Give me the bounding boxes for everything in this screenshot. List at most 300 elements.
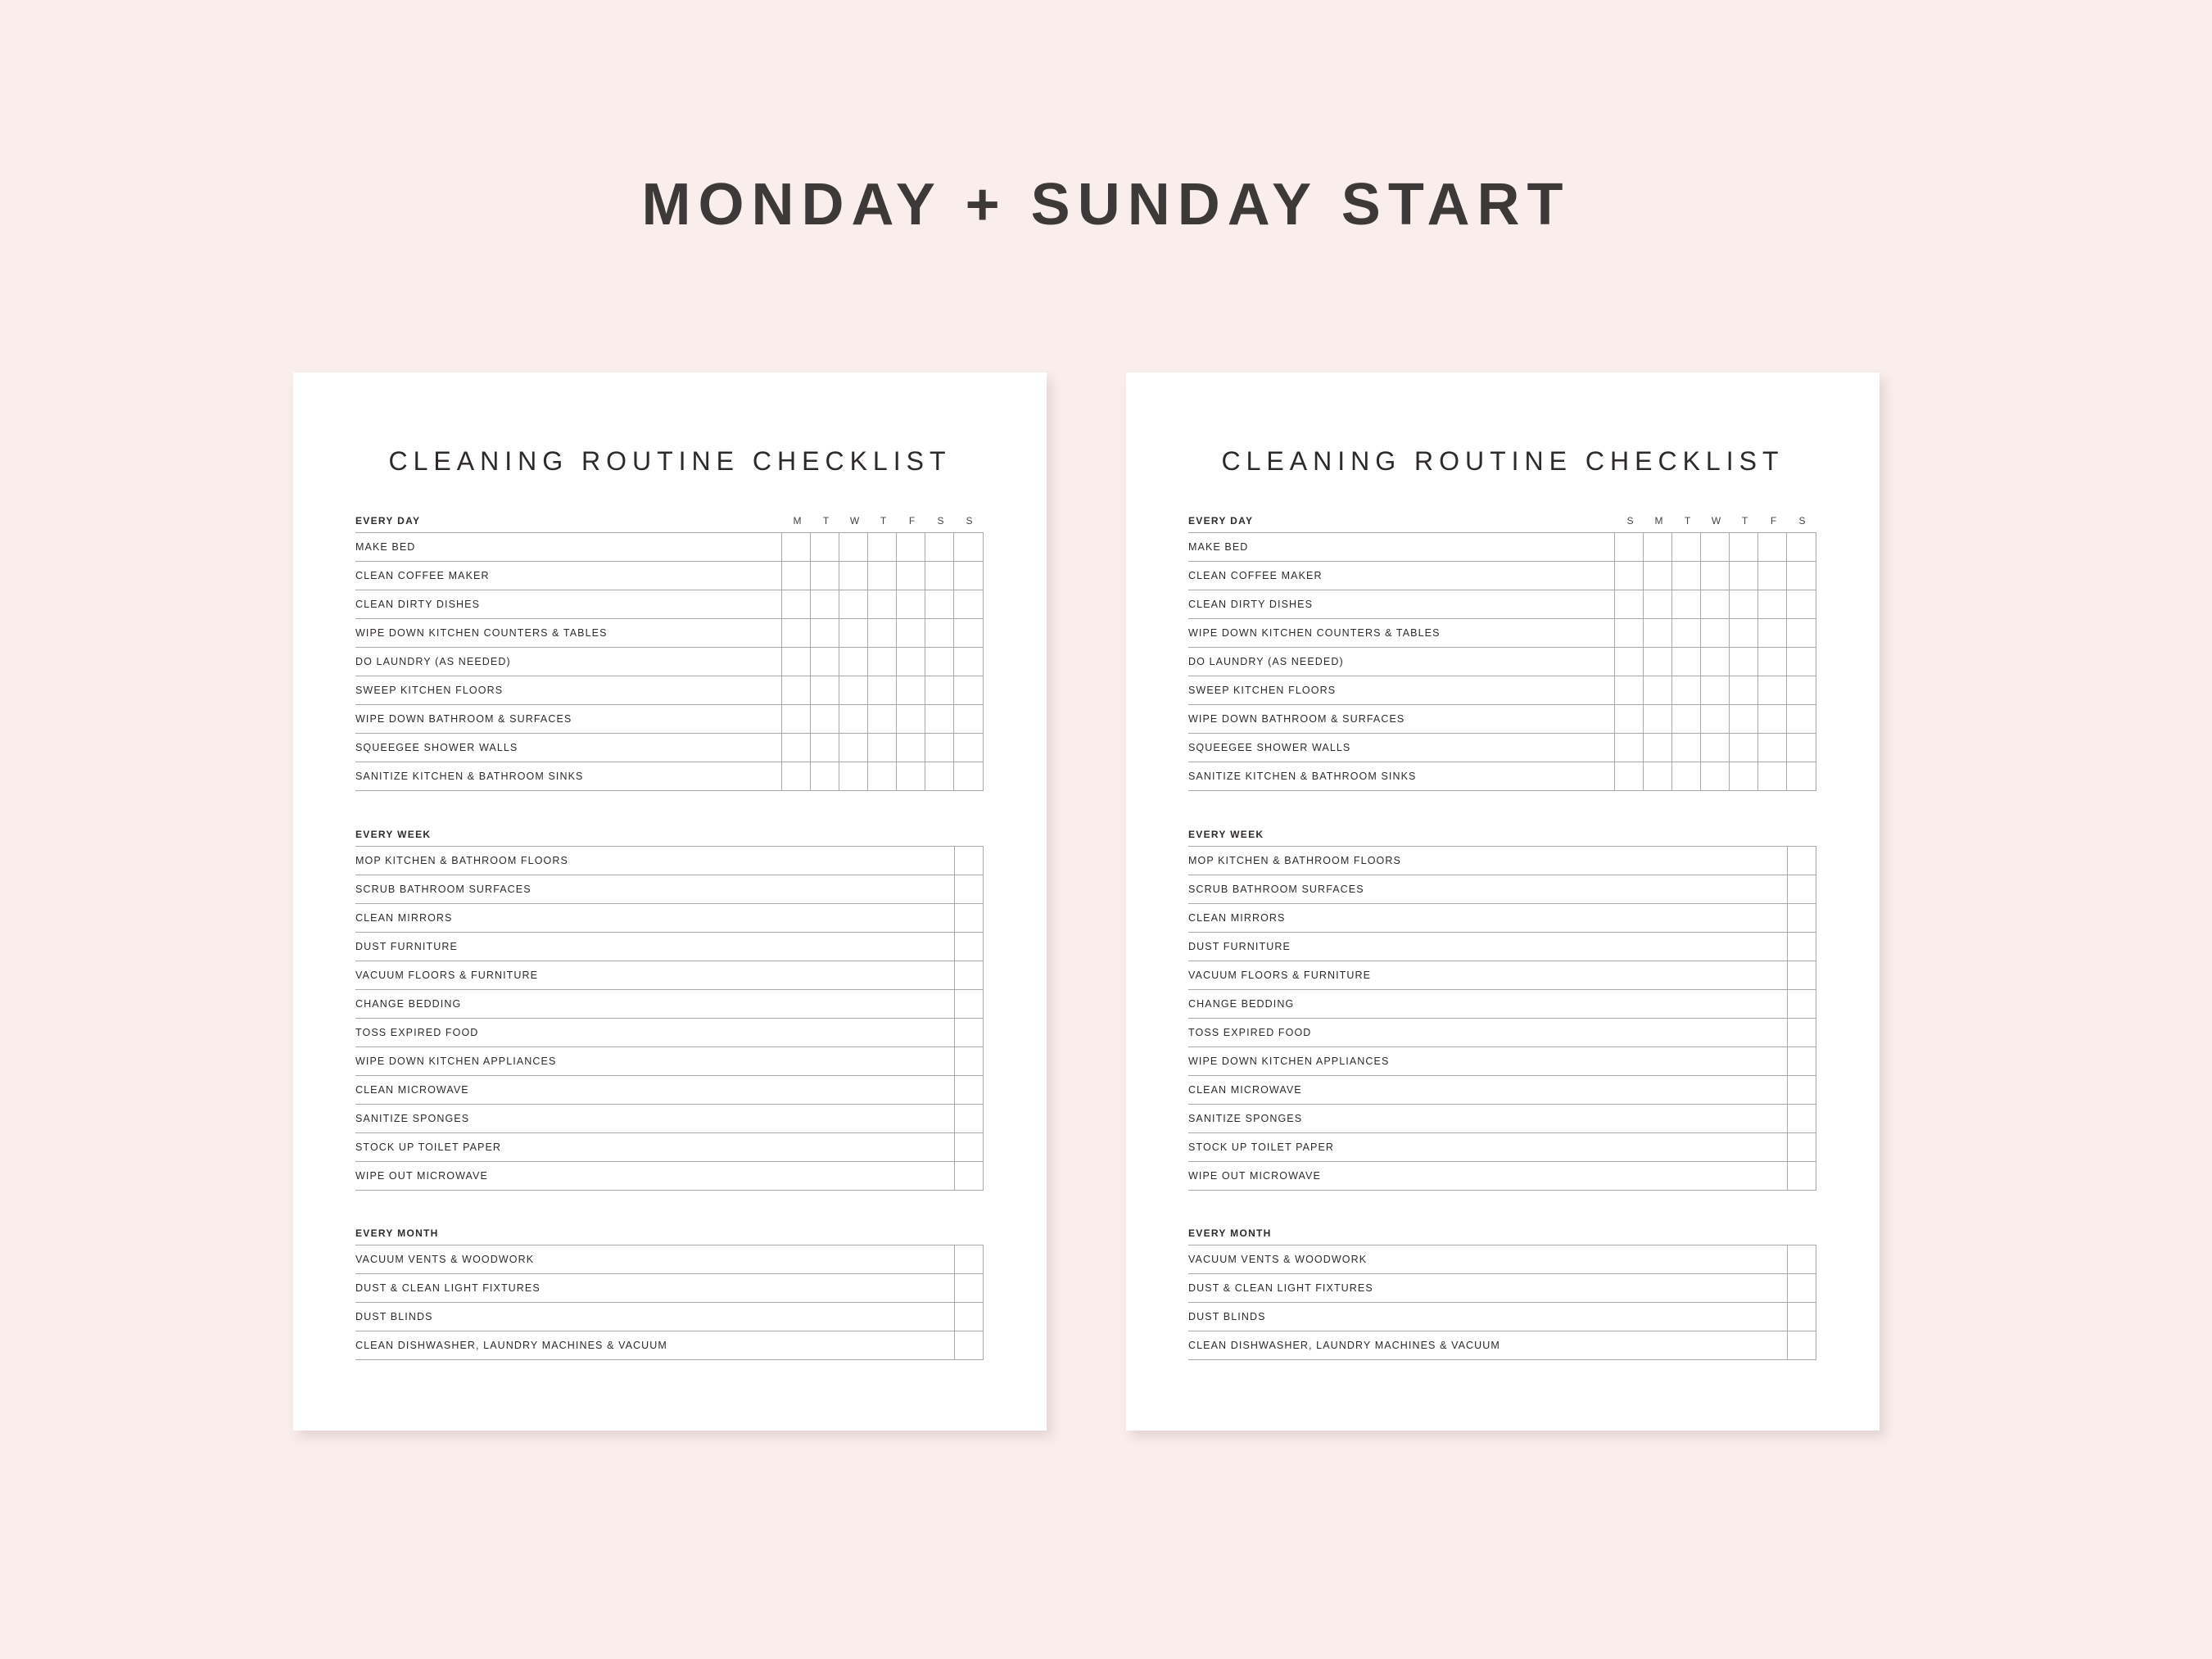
checkbox-group bbox=[954, 1047, 984, 1075]
weekday-label: S bbox=[1798, 515, 1806, 527]
section-label: EVERY DAY bbox=[1188, 515, 1254, 527]
checkbox[interactable] bbox=[1787, 590, 1816, 618]
checkbox-group bbox=[1614, 762, 1816, 790]
checklist-row bbox=[1188, 648, 1816, 676]
checkbox[interactable] bbox=[955, 1303, 983, 1331]
task-label: CLEAN MIRRORS bbox=[355, 912, 453, 924]
checkbox[interactable] bbox=[782, 533, 811, 561]
checkbox[interactable] bbox=[1788, 990, 1816, 1018]
checkbox[interactable] bbox=[1615, 533, 1644, 561]
checkbox[interactable] bbox=[954, 562, 983, 590]
checklist-row bbox=[1188, 904, 1816, 933]
checkbox[interactable] bbox=[1758, 734, 1787, 762]
checkbox[interactable] bbox=[1788, 933, 1816, 961]
checkbox[interactable] bbox=[868, 762, 897, 790]
checkbox[interactable] bbox=[1730, 533, 1758, 561]
checkbox[interactable] bbox=[1730, 619, 1758, 647]
checkbox[interactable] bbox=[897, 648, 925, 676]
section-header bbox=[1188, 1220, 1816, 1245]
checkbox[interactable] bbox=[955, 1019, 983, 1046]
checkbox[interactable] bbox=[954, 533, 983, 561]
task-label: WIPE DOWN BATHROOM & SURFACES bbox=[355, 713, 572, 725]
task-label: VACUUM VENTS & WOODWORK bbox=[355, 1254, 535, 1265]
checkbox[interactable] bbox=[1701, 676, 1730, 704]
checkbox[interactable] bbox=[897, 762, 925, 790]
checkbox[interactable] bbox=[1615, 590, 1644, 618]
checkbox[interactable] bbox=[839, 590, 868, 618]
checkbox[interactable] bbox=[1644, 533, 1672, 561]
checkbox-group bbox=[781, 590, 984, 618]
checkbox[interactable] bbox=[954, 762, 983, 790]
checkbox-group bbox=[954, 847, 984, 875]
task-label: MAKE BED bbox=[1188, 541, 1249, 553]
task-label: MAKE BED bbox=[355, 541, 416, 553]
task-label: SWEEP KITCHEN FLOORS bbox=[1188, 685, 1337, 696]
checklist-row bbox=[355, 933, 984, 961]
checkbox[interactable] bbox=[811, 676, 839, 704]
daily-task-list bbox=[355, 532, 984, 791]
checkbox[interactable] bbox=[1672, 676, 1701, 704]
checkbox[interactable] bbox=[1644, 762, 1672, 790]
weekday-label: W bbox=[849, 515, 860, 527]
checkbox[interactable] bbox=[1788, 1076, 1816, 1104]
task-label: MOP KITCHEN & BATHROOM FLOORS bbox=[355, 855, 568, 866]
checkbox[interactable] bbox=[1787, 562, 1816, 590]
section-label: EVERY WEEK bbox=[1188, 829, 1264, 840]
checkbox[interactable] bbox=[811, 590, 839, 618]
section-header bbox=[355, 508, 984, 532]
task-label: SANITIZE KITCHEN & BATHROOM SINKS bbox=[355, 771, 584, 782]
checkbox[interactable] bbox=[1644, 590, 1672, 618]
checklist-row bbox=[355, 1105, 984, 1133]
checklist-row bbox=[1188, 734, 1816, 762]
checkbox[interactable] bbox=[897, 562, 925, 590]
checkbox[interactable] bbox=[1787, 619, 1816, 647]
checkbox[interactable] bbox=[925, 648, 954, 676]
weekday-label: F bbox=[908, 515, 916, 527]
checkbox[interactable] bbox=[955, 1047, 983, 1075]
task-label: VACUUM FLOORS & FURNITURE bbox=[1188, 970, 1372, 981]
weekday-label: W bbox=[1711, 515, 1721, 527]
weekday-label: S bbox=[937, 515, 944, 527]
sheet-title: CLEANING ROUTINE CHECKLIST bbox=[388, 446, 952, 476]
checkbox[interactable] bbox=[1672, 734, 1701, 762]
checklist-row bbox=[355, 875, 984, 904]
checkbox[interactable] bbox=[925, 590, 954, 618]
checkbox[interactable] bbox=[1788, 1162, 1816, 1190]
checkbox[interactable] bbox=[782, 705, 811, 733]
checkbox[interactable] bbox=[897, 705, 925, 733]
checkbox[interactable] bbox=[839, 533, 868, 561]
task-label: SQUEEGEE SHOWER WALLS bbox=[355, 742, 518, 753]
checkbox[interactable] bbox=[954, 619, 983, 647]
checkbox[interactable] bbox=[955, 1245, 983, 1273]
checkbox[interactable] bbox=[1701, 533, 1730, 561]
checklist-row bbox=[1188, 1133, 1816, 1162]
task-label: SCRUB BATHROOM SURFACES bbox=[1188, 884, 1364, 895]
checklist-row bbox=[1188, 990, 1816, 1019]
task-label: WIPE OUT MICROWAVE bbox=[355, 1170, 488, 1182]
task-label: MOP KITCHEN & BATHROOM FLOORS bbox=[1188, 855, 1401, 866]
checkbox-group bbox=[1614, 705, 1816, 733]
checkbox[interactable] bbox=[1701, 734, 1730, 762]
checklist-row bbox=[1188, 1162, 1816, 1191]
checkbox[interactable] bbox=[1730, 590, 1758, 618]
checkbox[interactable] bbox=[1787, 533, 1816, 561]
checkbox[interactable] bbox=[1730, 734, 1758, 762]
checkbox[interactable] bbox=[955, 1162, 983, 1190]
task-label: SCRUB BATHROOM SURFACES bbox=[355, 884, 532, 895]
checkbox[interactable] bbox=[1701, 562, 1730, 590]
checkbox-group bbox=[954, 1274, 984, 1302]
checkbox-group bbox=[1787, 847, 1816, 875]
checkbox[interactable] bbox=[839, 619, 868, 647]
task-label: DUST & CLEAN LIGHT FIXTURES bbox=[1188, 1282, 1373, 1294]
task-label: DO LAUNDRY (AS NEEDED) bbox=[1188, 656, 1344, 667]
checkbox-group bbox=[1787, 961, 1816, 989]
checkbox-group bbox=[1787, 1331, 1816, 1359]
checkbox[interactable] bbox=[925, 762, 954, 790]
checklist-row bbox=[1188, 847, 1816, 875]
checklist-row bbox=[355, 762, 984, 791]
checkbox[interactable] bbox=[1788, 961, 1816, 989]
monthly-task-list bbox=[355, 1245, 984, 1360]
checkbox[interactable] bbox=[897, 619, 925, 647]
checkbox[interactable] bbox=[955, 990, 983, 1018]
checkbox[interactable] bbox=[954, 676, 983, 704]
checkbox[interactable] bbox=[811, 762, 839, 790]
checklist-row bbox=[1188, 762, 1816, 791]
checklist-row bbox=[355, 676, 984, 705]
checkbox[interactable] bbox=[1730, 762, 1758, 790]
checkbox[interactable] bbox=[782, 734, 811, 762]
checklist-row bbox=[355, 1076, 984, 1105]
checkbox[interactable] bbox=[1701, 590, 1730, 618]
checkbox[interactable] bbox=[1615, 762, 1644, 790]
checkbox[interactable] bbox=[1788, 904, 1816, 932]
checkbox[interactable] bbox=[1788, 1303, 1816, 1331]
checkbox[interactable] bbox=[839, 562, 868, 590]
task-label: CLEAN MIRRORS bbox=[1188, 912, 1286, 924]
checkbox[interactable] bbox=[1615, 676, 1644, 704]
task-label: VACUUM FLOORS & FURNITURE bbox=[355, 970, 539, 981]
checklist-row bbox=[1188, 533, 1816, 562]
checkbox[interactable] bbox=[1644, 676, 1672, 704]
checkbox[interactable] bbox=[925, 705, 954, 733]
checkbox-group bbox=[781, 705, 984, 733]
task-label: DUST BLINDS bbox=[1188, 1311, 1266, 1322]
checkbox-group bbox=[1787, 990, 1816, 1018]
checkbox[interactable] bbox=[1672, 590, 1701, 618]
checkbox[interactable] bbox=[954, 590, 983, 618]
section-header bbox=[1188, 821, 1816, 846]
checkbox[interactable] bbox=[1730, 648, 1758, 676]
checkbox[interactable] bbox=[897, 676, 925, 704]
task-label: DUST BLINDS bbox=[355, 1311, 433, 1322]
checklist-row bbox=[355, 847, 984, 875]
section-label: EVERY MONTH bbox=[1188, 1227, 1272, 1239]
checklist-row bbox=[1188, 1274, 1816, 1303]
checkbox[interactable] bbox=[955, 1331, 983, 1359]
checkbox[interactable] bbox=[868, 705, 897, 733]
checkbox[interactable] bbox=[1701, 705, 1730, 733]
checkbox[interactable] bbox=[782, 619, 811, 647]
checklist-row bbox=[355, 590, 984, 619]
checkbox[interactable] bbox=[1730, 676, 1758, 704]
checkbox[interactable] bbox=[1730, 705, 1758, 733]
checkbox-group bbox=[954, 1076, 984, 1104]
checkbox[interactable] bbox=[955, 1105, 983, 1132]
checkbox[interactable] bbox=[1787, 762, 1816, 790]
checklist-row bbox=[355, 705, 984, 734]
checkbox-group bbox=[954, 961, 984, 989]
task-label: STOCK UP TOILET PAPER bbox=[355, 1141, 502, 1153]
checkbox[interactable] bbox=[1788, 1245, 1816, 1273]
checkbox[interactable] bbox=[868, 562, 897, 590]
checkbox-group bbox=[1787, 1133, 1816, 1161]
weekday-header bbox=[1616, 515, 1816, 527]
task-label: WIPE DOWN KITCHEN APPLIANCES bbox=[355, 1056, 557, 1067]
checkbox[interactable] bbox=[1788, 1047, 1816, 1075]
checkbox[interactable] bbox=[1644, 705, 1672, 733]
checkbox-group bbox=[954, 933, 984, 961]
checkbox-group bbox=[781, 533, 984, 561]
checkbox[interactable] bbox=[868, 648, 897, 676]
checkbox[interactable] bbox=[839, 648, 868, 676]
every-week-section bbox=[355, 821, 984, 1191]
checkbox[interactable] bbox=[1788, 875, 1816, 903]
checklist-row bbox=[1188, 1047, 1816, 1076]
checkbox[interactable] bbox=[1788, 1105, 1816, 1132]
checkbox[interactable] bbox=[955, 847, 983, 875]
checkbox[interactable] bbox=[782, 676, 811, 704]
checkbox-group bbox=[954, 1019, 984, 1046]
checkbox[interactable] bbox=[782, 648, 811, 676]
checkbox[interactable] bbox=[868, 734, 897, 762]
checkbox[interactable] bbox=[955, 875, 983, 903]
checkbox[interactable] bbox=[1730, 562, 1758, 590]
checklist-row bbox=[355, 1303, 984, 1331]
weekday-label: M bbox=[793, 515, 802, 527]
checkbox[interactable] bbox=[925, 676, 954, 704]
checkbox[interactable] bbox=[1672, 762, 1701, 790]
weekday-label: T bbox=[880, 515, 887, 527]
checkbox-group bbox=[1787, 875, 1816, 903]
checklist-row bbox=[355, 1274, 984, 1303]
checkbox[interactable] bbox=[955, 933, 983, 961]
checkbox[interactable] bbox=[1615, 648, 1644, 676]
checklist-row bbox=[1188, 590, 1816, 619]
checkbox[interactable] bbox=[868, 590, 897, 618]
checklist-row bbox=[355, 533, 984, 562]
task-label: CLEAN MICROWAVE bbox=[355, 1084, 469, 1096]
weekday-label: T bbox=[822, 515, 830, 527]
checkbox[interactable] bbox=[1644, 734, 1672, 762]
checkbox[interactable] bbox=[1672, 533, 1701, 561]
checkbox[interactable] bbox=[925, 533, 954, 561]
checkbox[interactable] bbox=[1787, 705, 1816, 733]
checkbox[interactable] bbox=[1788, 1274, 1816, 1302]
checkbox[interactable] bbox=[782, 562, 811, 590]
checkbox-group bbox=[1614, 619, 1816, 647]
checkbox[interactable] bbox=[1615, 705, 1644, 733]
checkbox[interactable] bbox=[925, 562, 954, 590]
checkbox[interactable] bbox=[1615, 619, 1644, 647]
checkbox[interactable] bbox=[839, 734, 868, 762]
checkbox-group bbox=[954, 904, 984, 932]
checkbox[interactable] bbox=[811, 734, 839, 762]
checkbox-group bbox=[781, 676, 984, 704]
checkbox[interactable] bbox=[955, 904, 983, 932]
checkbox-group bbox=[1787, 904, 1816, 932]
checkbox-group bbox=[1787, 1105, 1816, 1132]
checkbox-group bbox=[781, 734, 984, 762]
weekday-label: S bbox=[1626, 515, 1634, 527]
checkbox[interactable] bbox=[839, 762, 868, 790]
checkbox[interactable] bbox=[1672, 562, 1701, 590]
checkbox-group bbox=[781, 619, 984, 647]
checkbox[interactable] bbox=[811, 533, 839, 561]
task-label: DO LAUNDRY (AS NEEDED) bbox=[355, 656, 511, 667]
checkbox[interactable] bbox=[1788, 1133, 1816, 1161]
task-label: CLEAN MICROWAVE bbox=[1188, 1084, 1302, 1096]
checklist-row bbox=[1188, 1105, 1816, 1133]
checkbox[interactable] bbox=[1672, 705, 1701, 733]
checklist-row bbox=[355, 1019, 984, 1047]
checkbox[interactable] bbox=[868, 533, 897, 561]
checkbox[interactable] bbox=[1701, 648, 1730, 676]
weekday-label: M bbox=[1654, 515, 1663, 527]
checkbox-group bbox=[781, 648, 984, 676]
every-month-section bbox=[1188, 1220, 1816, 1360]
checklist-row bbox=[355, 1047, 984, 1076]
checkbox[interactable] bbox=[925, 619, 954, 647]
checkbox[interactable] bbox=[1644, 562, 1672, 590]
checkbox[interactable] bbox=[1758, 590, 1787, 618]
checklist-sheet-sunday-start bbox=[1126, 373, 1880, 1431]
checkbox[interactable] bbox=[868, 676, 897, 704]
checklist-row bbox=[1188, 562, 1816, 590]
checkbox[interactable] bbox=[1758, 676, 1787, 704]
checkbox[interactable] bbox=[1787, 648, 1816, 676]
checkbox[interactable] bbox=[1758, 648, 1787, 676]
checkbox[interactable] bbox=[925, 734, 954, 762]
task-label: DUST & CLEAN LIGHT FIXTURES bbox=[355, 1282, 541, 1294]
checkbox[interactable] bbox=[1788, 847, 1816, 875]
weekday-label: T bbox=[1684, 515, 1691, 527]
checkbox-group bbox=[1614, 533, 1816, 561]
checkbox[interactable] bbox=[1644, 619, 1672, 647]
checkbox[interactable] bbox=[811, 562, 839, 590]
checklist-row bbox=[1188, 1331, 1816, 1360]
checkbox-group bbox=[781, 562, 984, 590]
checkbox[interactable] bbox=[811, 648, 839, 676]
task-label: CHANGE BEDDING bbox=[355, 998, 462, 1010]
checkbox[interactable] bbox=[1615, 562, 1644, 590]
every-week-section bbox=[1188, 821, 1816, 1191]
checkbox[interactable] bbox=[1758, 762, 1787, 790]
checkbox-group bbox=[954, 1105, 984, 1132]
task-label: SANITIZE SPONGES bbox=[1188, 1113, 1303, 1124]
task-label: DUST FURNITURE bbox=[1188, 941, 1291, 952]
checkbox[interactable] bbox=[811, 619, 839, 647]
checkbox[interactable] bbox=[1672, 619, 1701, 647]
checkbox[interactable] bbox=[1788, 1331, 1816, 1359]
checkbox[interactable] bbox=[955, 961, 983, 989]
task-label: WIPE DOWN KITCHEN APPLIANCES bbox=[1188, 1056, 1390, 1067]
page-headline: MONDAY + SUNDAY START bbox=[641, 172, 1571, 237]
section-label: EVERY MONTH bbox=[355, 1227, 439, 1239]
checklist-row bbox=[355, 562, 984, 590]
checkbox[interactable] bbox=[955, 1133, 983, 1161]
weekday-label: T bbox=[1741, 515, 1748, 527]
checklist-row bbox=[355, 648, 984, 676]
checkbox-group bbox=[1787, 933, 1816, 961]
checkbox[interactable] bbox=[782, 590, 811, 618]
checkbox-group bbox=[954, 1245, 984, 1273]
checkbox[interactable] bbox=[1701, 619, 1730, 647]
weekday-header bbox=[783, 515, 984, 527]
checkbox[interactable] bbox=[897, 734, 925, 762]
checkbox-group bbox=[954, 990, 984, 1018]
checkbox[interactable] bbox=[1644, 648, 1672, 676]
checkbox[interactable] bbox=[1615, 734, 1644, 762]
task-label: SWEEP KITCHEN FLOORS bbox=[355, 685, 504, 696]
checkbox-group bbox=[954, 1162, 984, 1190]
checkbox[interactable] bbox=[839, 676, 868, 704]
checkbox-group bbox=[1787, 1076, 1816, 1104]
checkbox[interactable] bbox=[1788, 1019, 1816, 1046]
checkbox-group bbox=[954, 1303, 984, 1331]
checkbox[interactable] bbox=[1758, 533, 1787, 561]
checkbox[interactable] bbox=[954, 734, 983, 762]
checkbox[interactable] bbox=[782, 762, 811, 790]
checkbox[interactable] bbox=[811, 705, 839, 733]
checkbox[interactable] bbox=[897, 590, 925, 618]
checklist-row bbox=[355, 734, 984, 762]
task-label: VACUUM VENTS & WOODWORK bbox=[1188, 1254, 1368, 1265]
checkbox[interactable] bbox=[1787, 734, 1816, 762]
checkbox[interactable] bbox=[1758, 705, 1787, 733]
checklist-row bbox=[1188, 1019, 1816, 1047]
checkbox-group bbox=[1614, 676, 1816, 704]
weekday-label: S bbox=[966, 515, 973, 527]
checkbox[interactable] bbox=[1758, 562, 1787, 590]
checkbox[interactable] bbox=[954, 648, 983, 676]
checkbox[interactable] bbox=[1787, 676, 1816, 704]
checkbox[interactable] bbox=[955, 1076, 983, 1104]
task-label: SANITIZE SPONGES bbox=[355, 1113, 470, 1124]
checkbox-group bbox=[1787, 1047, 1816, 1075]
checkbox[interactable] bbox=[1672, 648, 1701, 676]
task-label: CLEAN DISHWASHER, LAUNDRY MACHINES & VACUUM bbox=[1188, 1340, 1500, 1351]
checkbox-group bbox=[1614, 734, 1816, 762]
checkbox[interactable] bbox=[954, 705, 983, 733]
weekday-label: F bbox=[1770, 515, 1777, 527]
checkbox[interactable] bbox=[868, 619, 897, 647]
task-label: TOSS EXPIRED FOOD bbox=[1188, 1027, 1312, 1038]
every-month-section bbox=[355, 1220, 984, 1360]
checkbox[interactable] bbox=[839, 705, 868, 733]
checkbox[interactable] bbox=[955, 1274, 983, 1302]
checkbox[interactable] bbox=[1758, 619, 1787, 647]
checkbox[interactable] bbox=[1701, 762, 1730, 790]
checkbox[interactable] bbox=[897, 533, 925, 561]
checklist-row bbox=[1188, 1303, 1816, 1331]
monthly-task-list bbox=[1188, 1245, 1816, 1360]
checklist-row bbox=[1188, 1076, 1816, 1105]
checkbox-group bbox=[954, 1331, 984, 1359]
